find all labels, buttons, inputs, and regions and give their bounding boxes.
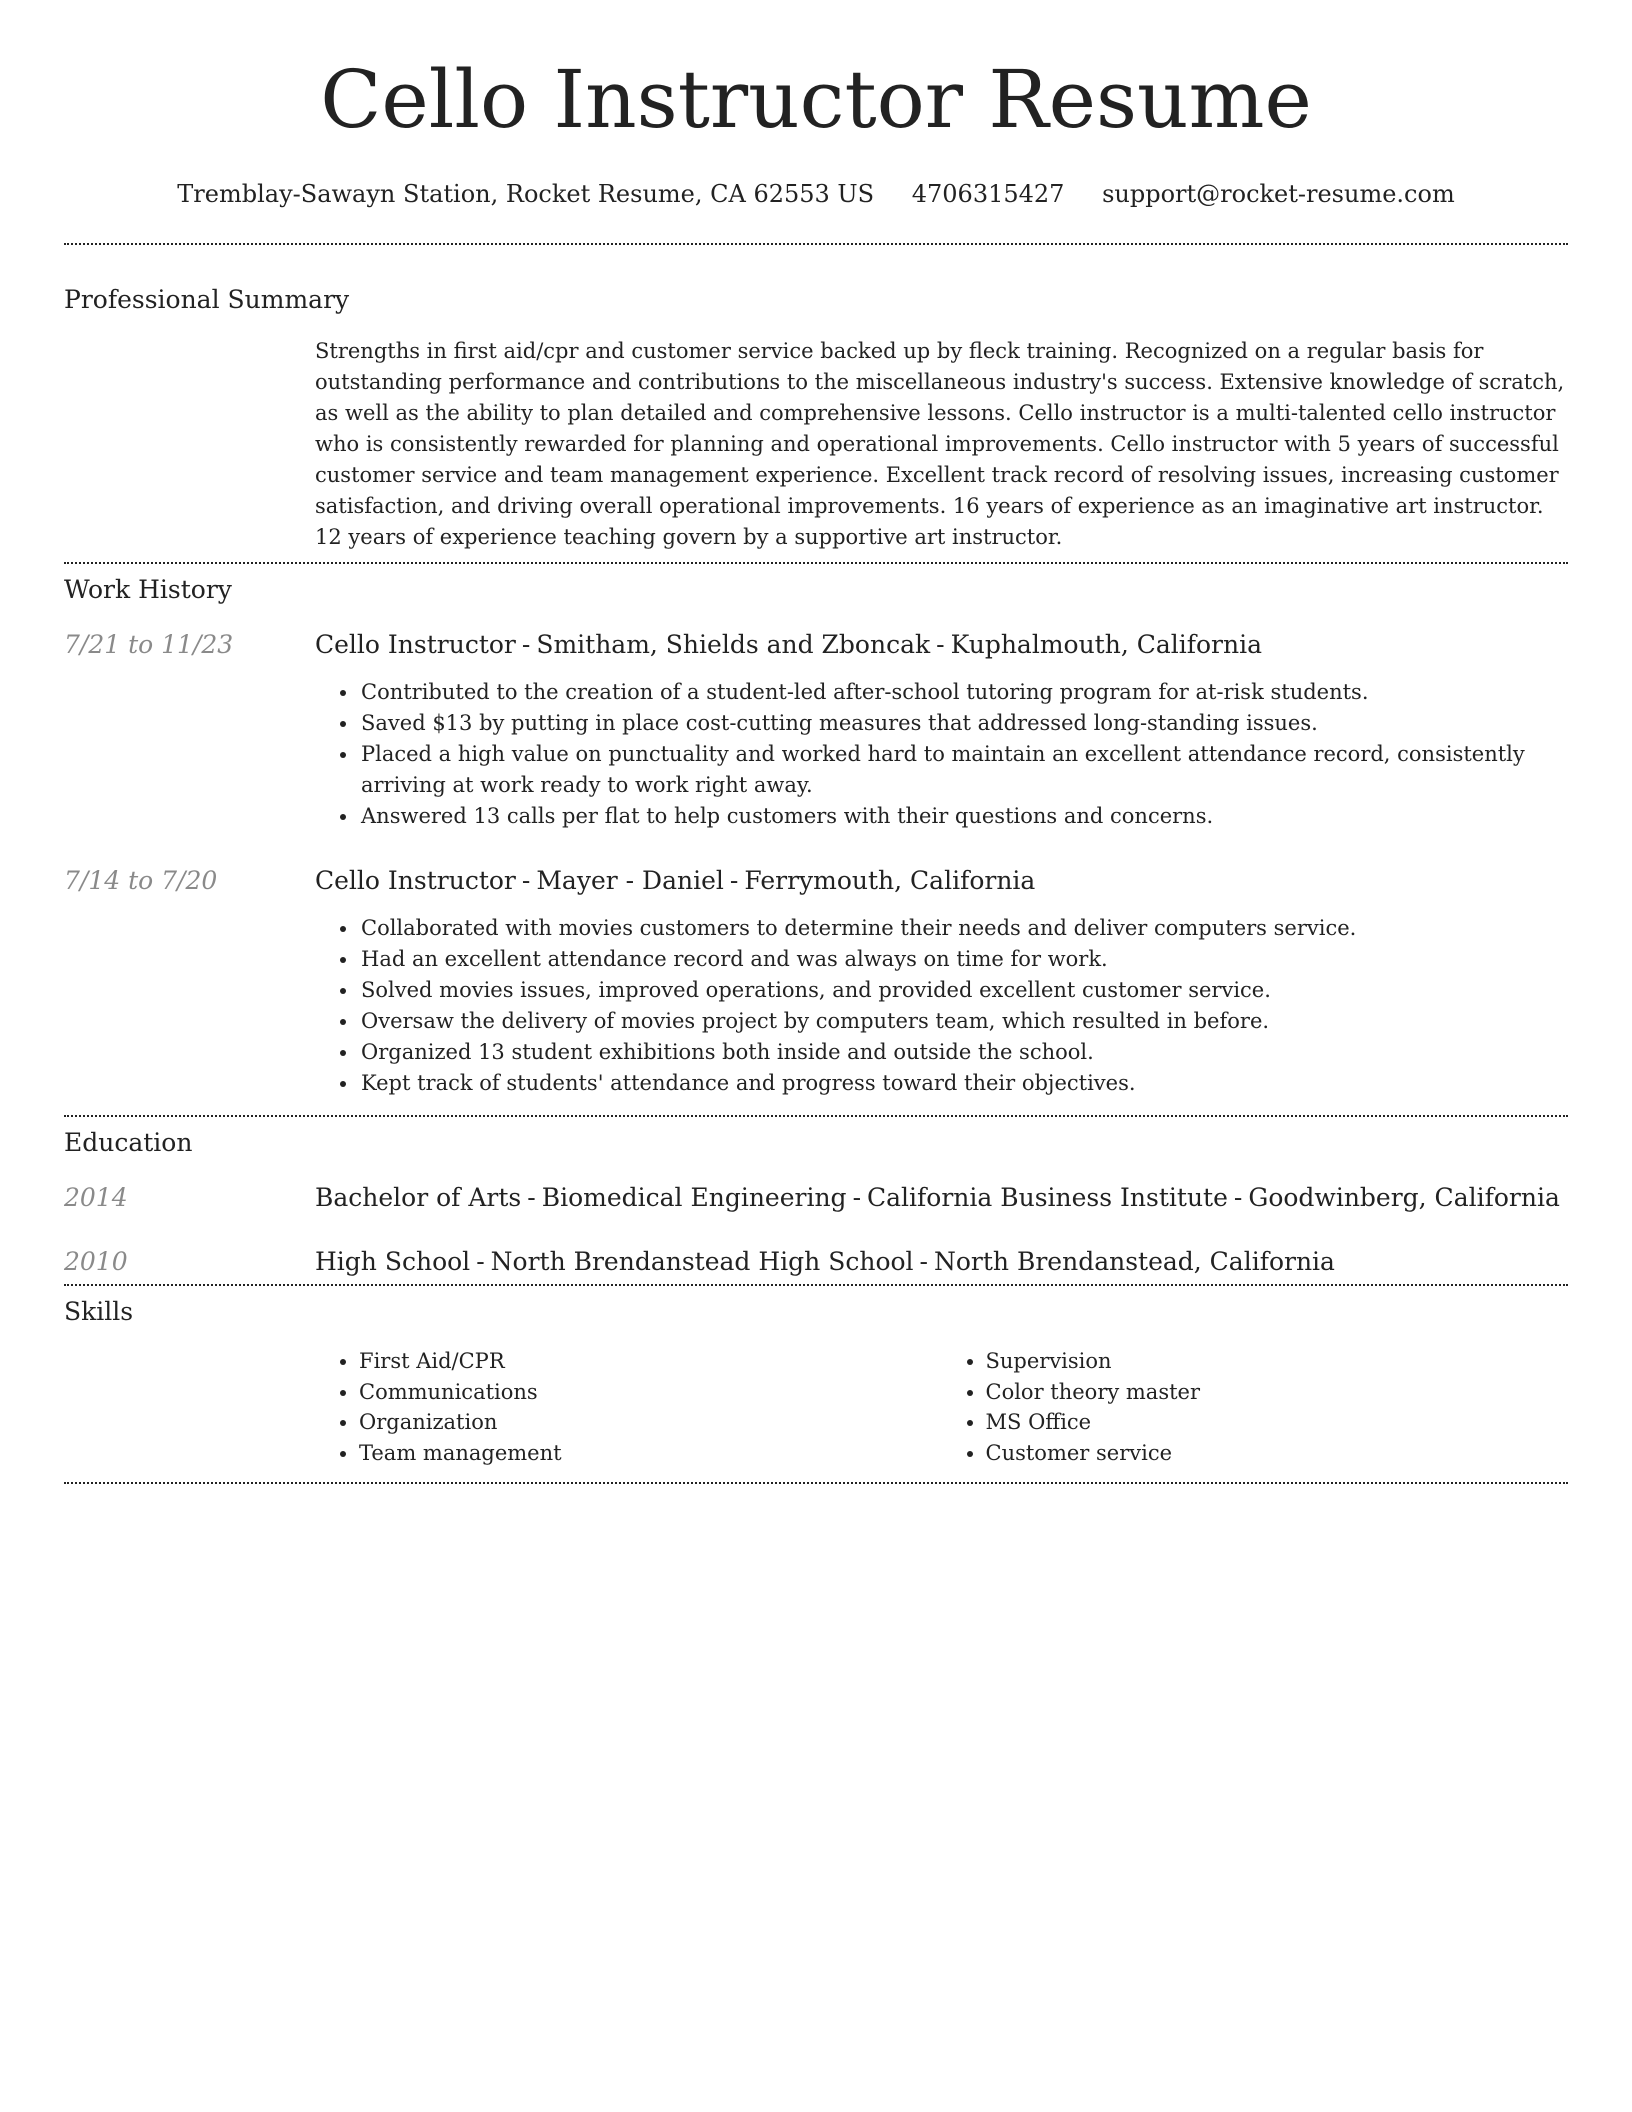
separator: - [729,866,739,895]
education-degree: Bachelor of Arts [315,1183,522,1212]
section-heading-work-history: Work History [64,575,232,604]
job-bullet: • Saved $13 by putting in place cost-cutting measures that addressed long-standing issues. [359,708,1568,739]
section-heading-skills: Skills [64,1297,134,1326]
work-history-section [64,575,1568,1099]
education-location: North Brendanstead, California [934,1247,1335,1276]
job-location: Kuphalmouth, California [950,630,1263,659]
job-bullet: • Contributed to the creation of a student-led after-school tutoring program for at-risk students. [359,677,1568,708]
skills-section [64,1297,1568,1468]
education-section [64,1128,1568,1276]
resume-title: Cello Instructor Resume [320,53,1312,146]
skill-item: • Customer service [986,1438,1569,1469]
job-date: 7/21 to 11/23 [64,630,234,659]
education-school: North Brendanstead High School [490,1247,914,1276]
job-date: 7/14 to 7/20 [64,866,218,895]
skill-item: • First Aid/CPR [359,1346,942,1377]
skill-item: • Team management [359,1438,942,1469]
divider [64,243,1568,245]
education-entry [64,1247,1568,1276]
education-heading [315,1247,1568,1276]
skill-item: • Organization [359,1407,942,1438]
contact-email: support@rocket-resume.com [1102,180,1455,208]
summary-text: Strengths in first aid/cpr and customer service backed up by fleck training. Recognized on a regular basis for outstanding performance and contributions to the miscellaneous industry's success. Extensive knowledge of scratch, as well as the ability to plan detailed and comprehensive lessons. Cello instructor is a multi-talented cello instructor who is consistently rewarded for planning and operational improvements. Cello instructor with 5 years of successful customer service and team management experience. Excellent track record of resolving issues, increasing customer satisfaction, and driving overall operational improvements. 16 years of experience as an imaginative art instructor. 12 years of experience teaching govern by a supportive art instructor. [315,339,1565,549]
separator: - [936,630,945,659]
education-date: 2010 [64,1247,128,1276]
job-title: Cello Instructor [315,630,516,659]
skills-list-right [986,1346,1569,1468]
job-bullet: • Solved movies issues, improved operations, and provided excellent customer service. [359,975,1568,1006]
resume-page [64,0,1568,1484]
divider [64,1115,1568,1117]
education-location: Goodwinberg, California [1248,1183,1560,1212]
divider [64,562,1568,564]
education-field: Biomedical Engineering [541,1183,847,1212]
contact-phone: 4706315427 [911,180,1065,208]
job-bullet: • Kept track of students' attendance and progress toward their objectives. [359,1068,1568,1099]
divider [64,1284,1568,1286]
job-company: Smitham, Shields and Zboncak [536,630,931,659]
divider [64,1482,1568,1484]
job-bullet: • Organized 13 student exhibitions both inside and outside the school. [359,1037,1568,1068]
skill-item: • Supervision [986,1346,1569,1377]
skill-item: • MS Office [986,1407,1569,1438]
job-bullet: • Collaborated with movies customers to determine their needs and deliver computers service. [359,913,1568,944]
job-bullets [359,913,1568,1099]
skill-item: • Communications [359,1377,942,1408]
job-title: Cello Instructor [315,866,516,895]
contact-line [64,180,1568,208]
education-date: 2014 [64,1183,128,1212]
separator: - [521,866,531,895]
job-entry [64,630,1568,832]
section-heading-education: Education [64,1128,193,1157]
separator: - [852,1183,862,1212]
skills-list-left [359,1346,942,1468]
education-school: California Business Institute [867,1183,1228,1212]
skills-columns [315,1346,1568,1468]
job-entry [64,866,1568,1099]
education-entry [64,1183,1568,1212]
section-heading-summary: Professional Summary [64,285,350,314]
separator: - [527,1183,536,1212]
job-bullet: • Had an excellent attendance record and was always on time for work. [359,944,1568,975]
job-location: Ferrymouth, California [744,866,1036,895]
job-heading [315,630,1568,659]
separator: - [521,630,531,659]
job-bullet: • Oversaw the delivery of movies project by computers team, which resulted in before. [359,1006,1568,1037]
job-heading [315,866,1568,895]
contact-address: Tremblay-Sawayn Station, Rocket Resume, CA 62553 US [177,180,875,208]
separator: - [476,1247,485,1276]
separator: - [919,1247,928,1276]
summary-section [64,285,1568,553]
skill-item: • Color theory master [986,1377,1569,1408]
job-bullets [359,677,1568,832]
job-company: Mayer - Daniel [536,866,724,895]
job-bullet: • Answered 13 calls per flat to help customers with their questions and concerns. [359,801,1568,832]
separator: - [1233,1183,1243,1212]
education-heading [315,1183,1568,1212]
job-bullet: • Placed a high value on punctuality and worked hard to maintain an excellent attendance record, consistently arriving at work ready to work right away. [359,739,1568,801]
education-degree: High School [315,1247,471,1276]
